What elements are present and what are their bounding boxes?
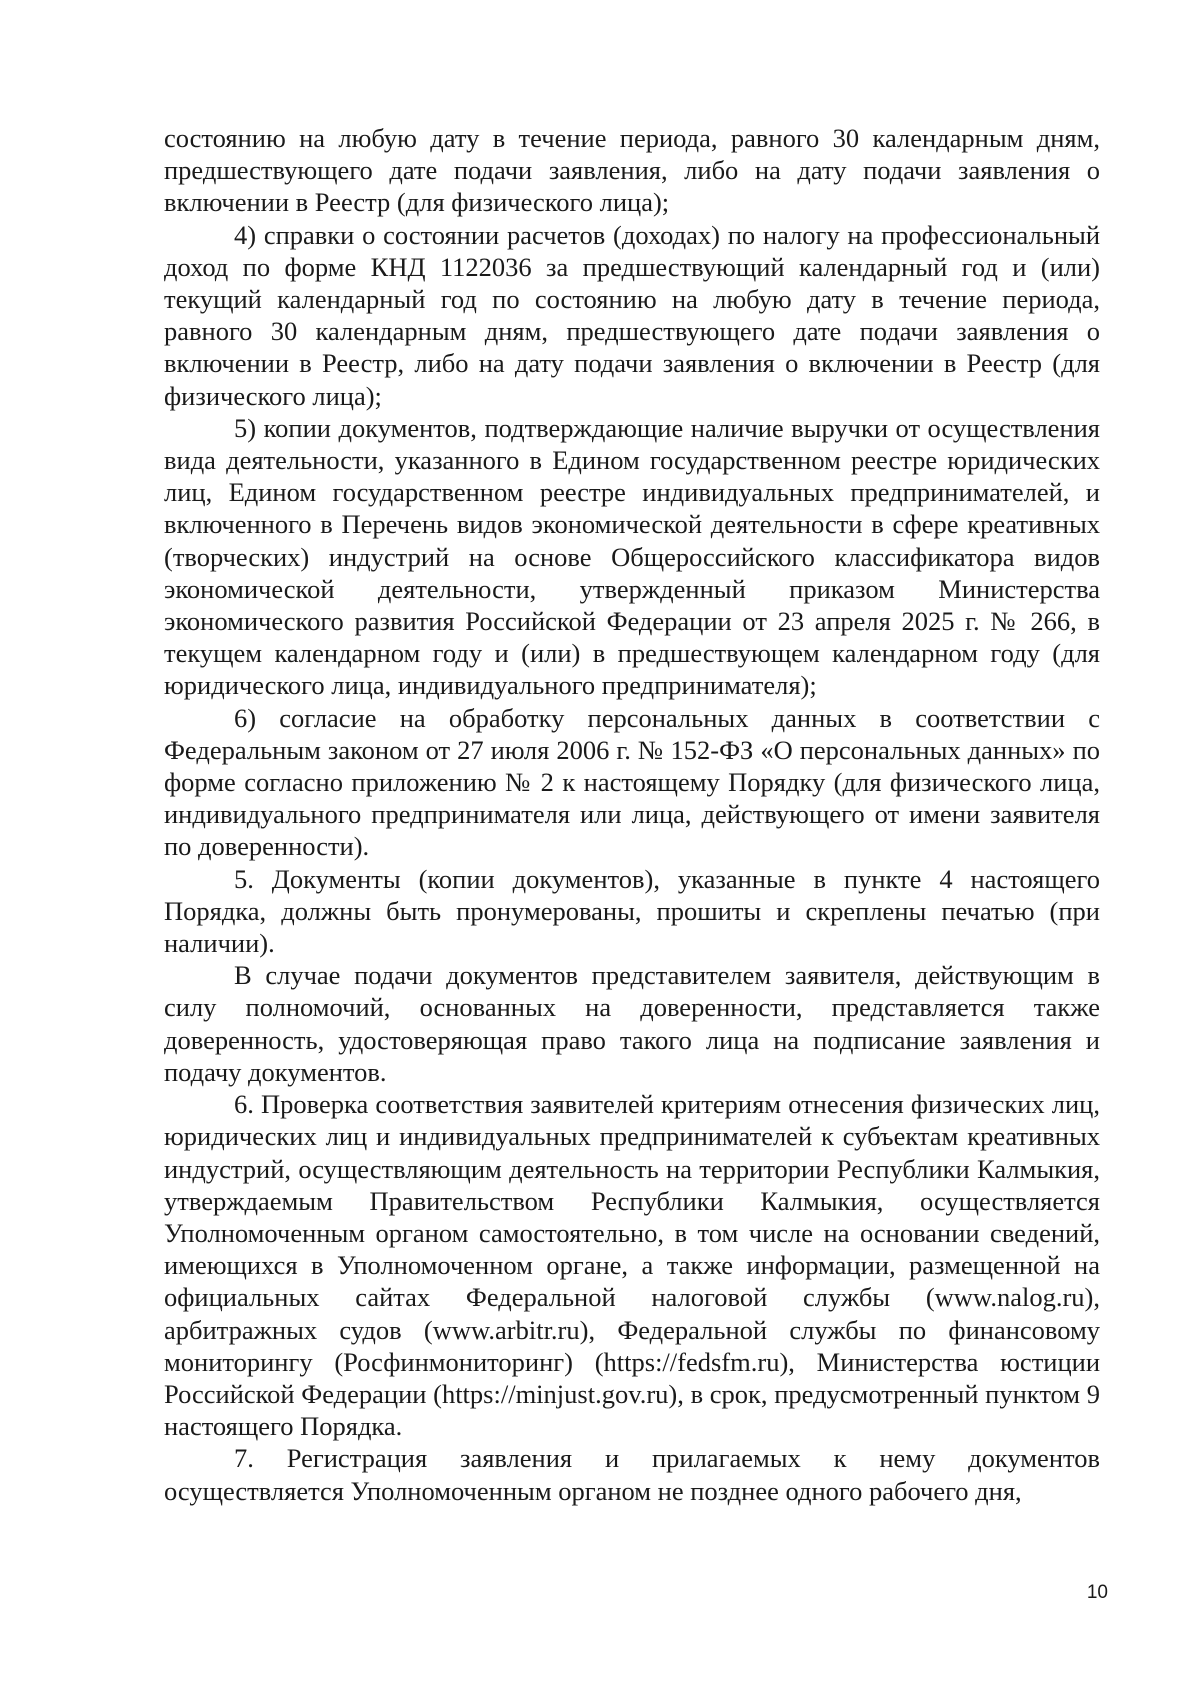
paragraph-section-6: 6. Проверка соответствия заявителей критериям отнесения физических лиц, юридических лиц и индивидуальных предпринимателей к субъектам креативных индустрий, осуществляющим деятельность на территории Республики Калмыкия, утверждаемым Правительством Республики Калмыкия, осуществляется Уполномоченным органом самостоятельно, в том числе на основании сведений, имеющихся в Уполномоченном органе, а также информации, размещенной на официальных сайтах Федеральной налоговой службы (www.nalog.ru), арбитражных судов (www.arbitr.ru), Федеральной службы по финансовому мониторингу (Росфинмониторинг) (https://fedsfm.ru), Министерства юстиции Российской Федерации (https://minjust.gov.ru), в срок, предусмотренный пунктом 9 настоящего Порядка. [164,1089,1100,1442]
document-body [164,122,1100,1507]
paragraph-section-5: 5. Документы (копии документов), указанные в пункте 4 настоящего Порядка, должны быть пронумерованы, прошиты и скреплены печатью (при наличии). [164,863,1100,959]
paragraph-continuation: состоянию на любую дату в течение периода, равного 30 календарным дням, предшествующего дате подачи заявления, либо на дату подачи заявления о включении в Реестр (для физического лица); [164,123,1100,218]
paragraph-representative: В случае подачи документов представителем заявителя, действующим в силу полномочий, основанных на доверенности, представляется также доверенность, удостоверяющая право такого лица на подписание заявления и подачу документов. [164,960,1100,1087]
paragraph-item-5: 5) копии документов, подтверждающие наличие выручки от осуществления вида деятельности, указанного в Едином государственном реестре юридических лиц, Едином государственном реестре индивидуальных предпринимателей, и включенного в Перечень видов экономической деятельности в сфере креативных (творческих) индустрий на основе Общероссийского классификатора видов экономической деятельности, утвержденный приказом Министерства экономического развития Российской Федерации от 23 апреля 2025 г. № 266, в текущем календарном году и (или) в предшествующем календарном году (для юридического лица, индивидуального предпринимателя); [164,412,1100,701]
paragraph-item-6: 6) согласие на обработку персональных данных в соответствии с Федеральным законом от 27 июля 2006 г. № 152-ФЗ «О персональных данных» по форме согласно приложению № 2 к настоящему Порядку (для физического лица, индивидуального предпринимателя или лица, действующего от имени заявителя по доверенности). [164,702,1100,862]
paragraph-section-7: 7. Регистрация заявления и прилагаемых к нему документов осуществляется Уполномоченным органом не позднее одного рабочего дня, [164,1443,1100,1506]
paragraph-item-4: 4) справки о состоянии расчетов (доходах) по налогу на профессиональный доход по форме КНД 1122036 за предшествующий календарный год и (или) текущий календарный год по состоянию на любую дату в течение периода, равного 30 календарным дням, предшествующего дате подачи заявления о включении в Реестр, либо на дату подачи заявления о включении в Реестр (для физического лица); [164,219,1100,411]
page-number: 10 [1086,1582,1108,1603]
